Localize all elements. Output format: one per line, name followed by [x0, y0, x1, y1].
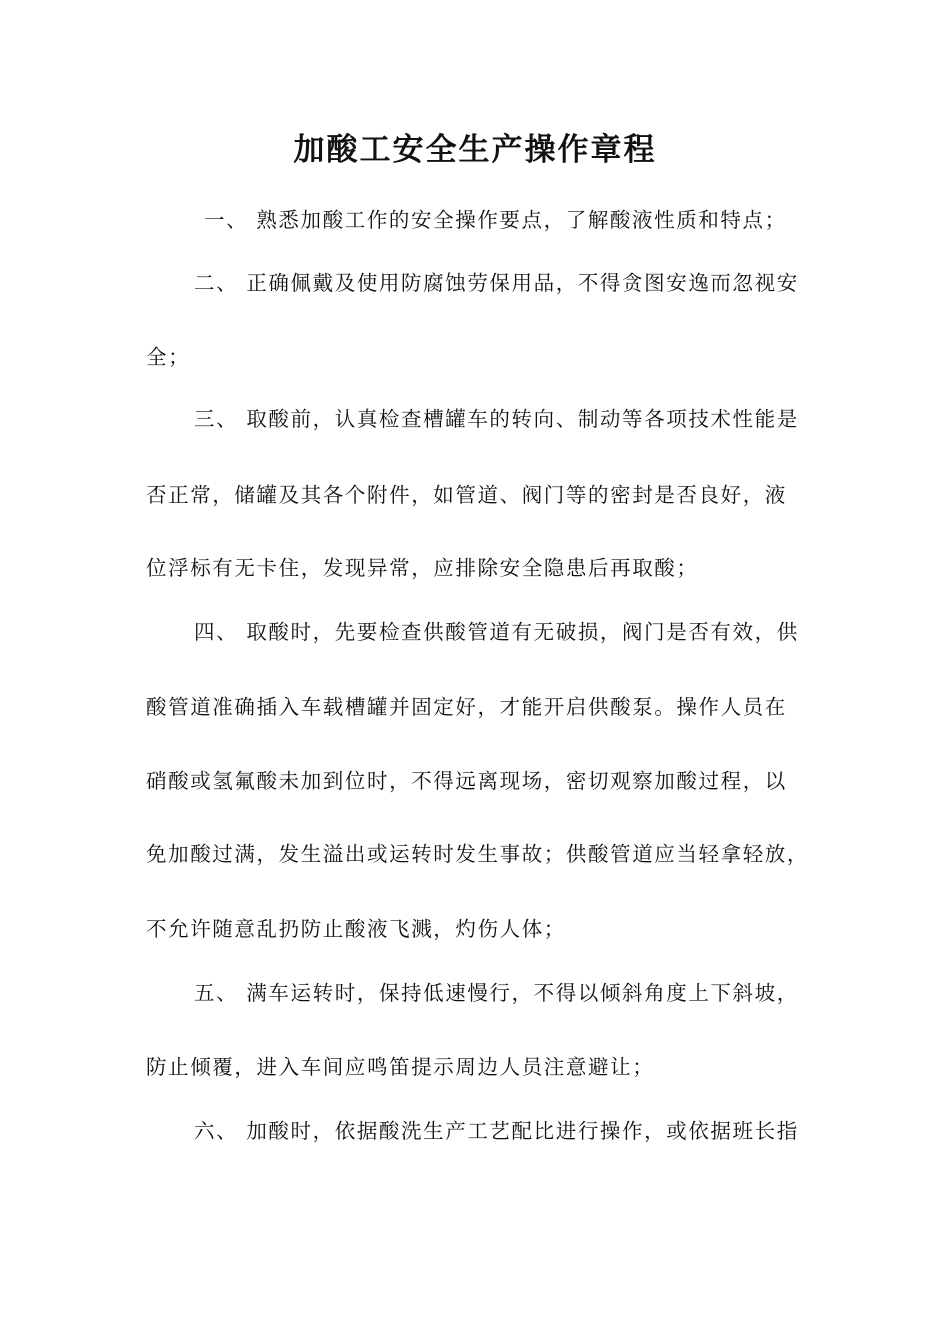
- paragraph-line: 五、 满车运转时，保持低速慢行，不得以倾斜角度上下斜坡，: [194, 981, 799, 1005]
- paragraph-line: 不允许随意乱扔防止酸液飞溅，灼伤人体；: [146, 917, 566, 941]
- paragraph-line: 否正常，储罐及其各个附件，如管道、阀门等的密封是否良好，液: [146, 483, 787, 507]
- paragraph-line: 免加酸过满，发生溢出或运转时发生事故；供酸管道应当轻拿轻放，: [146, 842, 809, 866]
- paragraph-line: 二、 正确佩戴及使用防腐蚀劳保用品，不得贪图安逸而忽视安: [194, 271, 799, 295]
- paragraph-line: 防止倾覆，进入车间应鸣笛提示周边人员注意避让；: [146, 1055, 655, 1079]
- paragraph-line: 四、 取酸时，先要检查供酸管道有无破损，阀门是否有效，供: [194, 620, 799, 644]
- paragraph-line: 六、 加酸时，依据酸洗生产工艺配比进行操作，或依据班长指: [194, 1119, 799, 1143]
- paragraph-line: 酸管道准确插入车载槽罐并固定好，才能开启供酸泵。操作人员在: [146, 695, 787, 719]
- paragraph-line: 硝酸或氢氟酸未加到位时，不得远离现场，密切观察加酸过程，以: [146, 769, 787, 793]
- paragraph-line: 位浮标有无卡住，发现异常，应排除安全隐患后再取酸；: [146, 556, 699, 580]
- paragraph-line: 全；: [146, 345, 191, 369]
- paragraph-line: 三、 取酸前，认真检查槽罐车的转向、制动等各项技术性能是: [194, 407, 799, 431]
- document-title: 加酸工安全生产操作章程: [293, 132, 657, 168]
- paragraph-line: 一、 熟悉加酸工作的安全操作要点，了解酸液性质和特点；: [204, 208, 787, 232]
